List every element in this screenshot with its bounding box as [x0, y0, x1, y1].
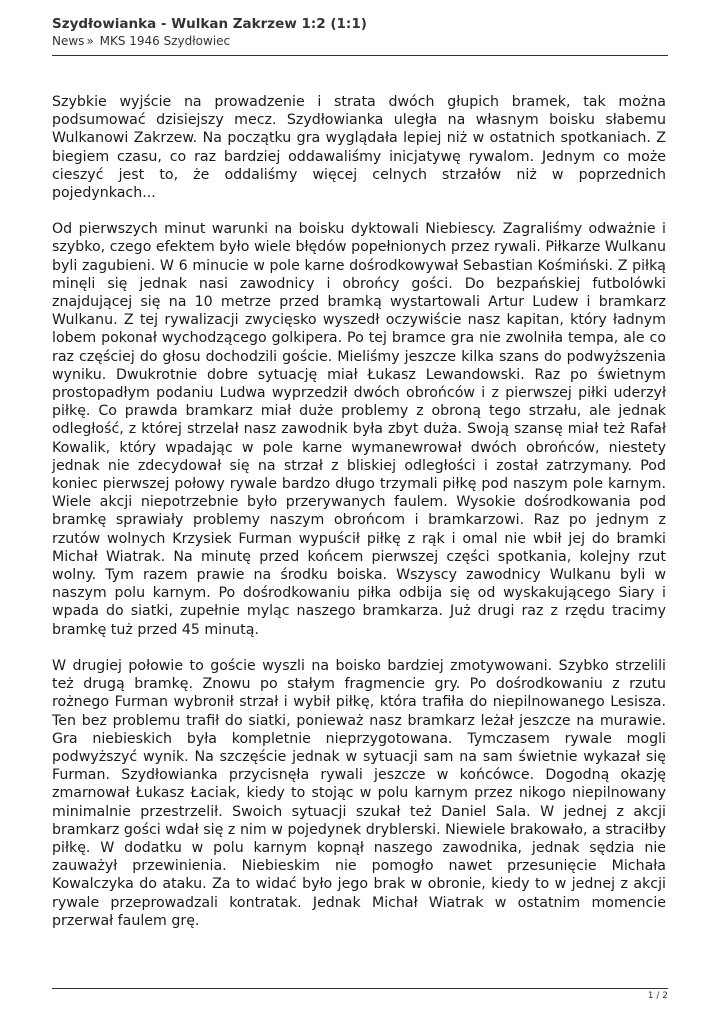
article-body	[52, 93, 666, 948]
article-paragraph: Od pierwszych minut warunki na boisku dyktowali Niebiescy. Zagraliśmy odważnie i szybko, czego efektem było wiele błędów popełnionych przez rywali. Piłkarze Wulkanu byli zagubieni. W 6 minucie w pole karne dośrodkowywał Sebastian Kośmiński. Z piłką minęli się jednak nasi zawodnicy i obrońcy gości. Do bezpańskiej futbolówki znajdującej się na 10 metrze przed bramką wystartowali Artur Ludew i bramkarz Wulkanu. Z tej rywalizacji zwycięsko wyszedł oczywiście nasz kapitan, który ładnym lobem pokonał wychodzącego golkipera. Po tej bramce gra nie zwolniła tempa, ale co raz częściej do głosu dochodzili goście. Mieliśmy jeszcze kilka szans do podwyższenia wyniku. Dwukrotnie dobre sytuację miał Łukasz Lewandowski. Raz po świetnym prostopadłym podaniu Ludwa wyprzedził dwóch obrońców i z pierwszej piłki uderzył piłkę. Co prawda bramkarz miał duże problemy z obroną tego strzału, ale jednak odległość, z której strzelał nasz zawodnik była zbyt duża. Swoją szansę miał też Rafał Kowalik, który wpadając w pole karne wymanewrował dwóch obrońców, niestety jednak nie zdecydował się na strzał z bliskiej odległości i został zatrzymany. Pod koniec pierwszej połowy rywale bardzo długo trzymali piłkę pod naszym pole karnym. Wiele akcji niepotrzebnie było przerywanych faulem. Wysokie dośrodkowania pod bramkę sprawiały problemy naszym obrońcom i bramkarzowi. Raz po jednym z rzutów wolnych Krzysiek Furman wypuścił piłkę z rąk i omal nie wbił jej do bramki Michał Wiatrak. Na minutę przed końcem pierwszej części spotkania, kolejny rzut wolny. Tym razem prawie na środku boiska. Wszyscy zawodnicy Wulkanu byli w naszym polu karnym. Po dośrodkowaniu piłka odbija się od wyskakującego Siary i wpada do siatki, zupełnie myląc naszego bramkarza. Już drugi raz z rzędu tracimy bramkę tuż przed 45 minutą.	[52, 221, 666, 638]
article-paragraph: W drugiej połowie to goście wyszli na boisko bardziej zmotywowani. Szybko strzelili też drugą bramkę. Znowu po stałym fragmencie gry. Po dośrodkowaniu z rzutu rożnego Furman wybronił strzał i wybił piłkę, która trafiła do niepilnowanego Lesisza. Ten bez problemu trafił do siatki, ponieważ nasz bramkarz leżał jeszcze na murawie. Gra niebieskich była kompletnie nieprzygotowana. Tymczasem rywale mogli podwyższyć wynik. Na szczęście jednak w sytuacji sam na sam świetnie wykazał się Furman. Szydłowianka przycisnęła rywali jeszcze w końcówce. Dogodną okazję zmarnował Łukasz Łaciak, kiedy to stojąc w polu karnym przez nikogo niepilnowany minimalnie przestrzelił. Swoich sytuacji szukał też Daniel Sala. W jednej z akcji bramkarz gości wdał się z nim w pojedynek dryblerski. Niewiele brakowało, a straciłby piłkę. W dodatku w polu karnym kopnął naszego zawodnika, jednak sędzia nie zauważył przewinienia. Niebieskim nie pomogło nawet przesunięcie Michała Kowalczyka do ataku. Za to widać było jego brak w obronie, kiedy to w jednej z akcji rywale przeprowadzali kontratak. Jednak Michał Wiatrak w ostatnim momencie przerwał faulem grę.	[52, 657, 666, 929]
breadcrumb-separator: »	[86, 34, 94, 48]
page-footer	[52, 988, 668, 1001]
page-number: 1 / 2	[647, 991, 668, 1001]
breadcrumb	[52, 33, 668, 49]
breadcrumb-item-news[interactable]: News	[52, 34, 85, 48]
page-header	[52, 16, 668, 56]
breadcrumb-item-club[interactable]: MKS 1946 Szydłowiec	[99, 34, 231, 48]
article-title: Szydłowianka - Wulkan Zakrzew 1:2 (1:1)	[52, 16, 367, 32]
article-paragraph: Szybkie wyjście na prowadzenie i strata dwóch głupich bramek, tak można podsumować dzisiejszy mecz. Szydłowianka uległa na własnym boisku słabemu Wulkanowi Zakrzew. Na początku gra wyglądała lepiej niż w ostatnich spotkaniach. Z biegiem czasu, co raz bardziej oddawaliśmy inicjatywę rywalom. Jednym co może cieszyć jest to, że oddaliśmy więcej celnych strzałów niż w poprzednich pojedynkach...	[52, 94, 666, 202]
